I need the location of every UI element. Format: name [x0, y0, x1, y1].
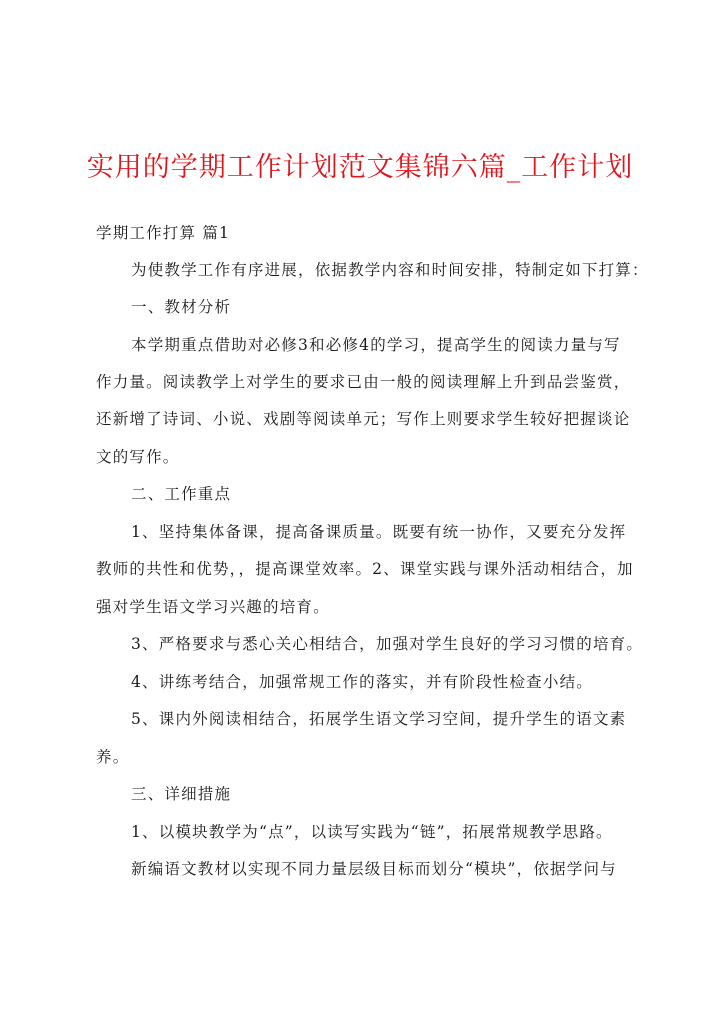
paragraph-line: 为使教学工作有序进展，依据教学内容和时间安排，特制定如下打算： [131, 261, 649, 279]
paragraph-line: 还新增了诗词、小说、戏剧等阅读单元；写作上则要求学生较好把握谈论 [96, 410, 631, 428]
paragraph-line: 教师的共性和优势，，提高课堂效率。2、课堂实践与课外活动相结合，加 [96, 560, 634, 578]
section-heading: 学期工作打算 篇1 [96, 224, 231, 242]
paragraph-line: 1、以模块教学为“点”，以读写实践为“链”，拓展常规教学思路。 [131, 823, 613, 841]
paragraph-line: 本学期重点借助对必修3和必修4的学习，提高学生的阅读力量与写 [131, 336, 621, 354]
paragraph-line: 新编语文教材以实现不同力量层级目标而划分“模块”，依据学问与 [131, 860, 617, 878]
paragraph-line: 强对学生语文学习兴趣的培育。 [96, 598, 330, 616]
paragraph-line: 1、坚持集体备课，提高备课质量。既要有统一协作，又要充分发挥 [131, 523, 627, 541]
section-heading: 一、教材分析 [131, 298, 232, 316]
paragraph-line: 养。 [96, 748, 130, 766]
section-heading: 三、详细措施 [131, 785, 232, 803]
paragraph-line: 4、讲练考结合，加强常规工作的落实，并有阶段性检查小结。 [131, 673, 593, 691]
section-heading: 二、工作重点 [131, 485, 232, 503]
paragraph-line: 3、严格要求与悉心关心相结合，加强对学生良好的学习习惯的培育。 [131, 635, 644, 653]
document-title: 实用的学期工作计划范文集锦六篇_工作计划 [86, 152, 634, 183]
paragraph-line: 作力量。阅读教学上对学生的要求已由一般的阅读理解上升到品尝鉴赏， [96, 373, 631, 391]
paragraph-line: 文的写作。 [96, 448, 180, 466]
paragraph-line: 5、课内外阅读相结合，拓展学生语文学习空间，提升学生的语文素 [131, 710, 627, 728]
